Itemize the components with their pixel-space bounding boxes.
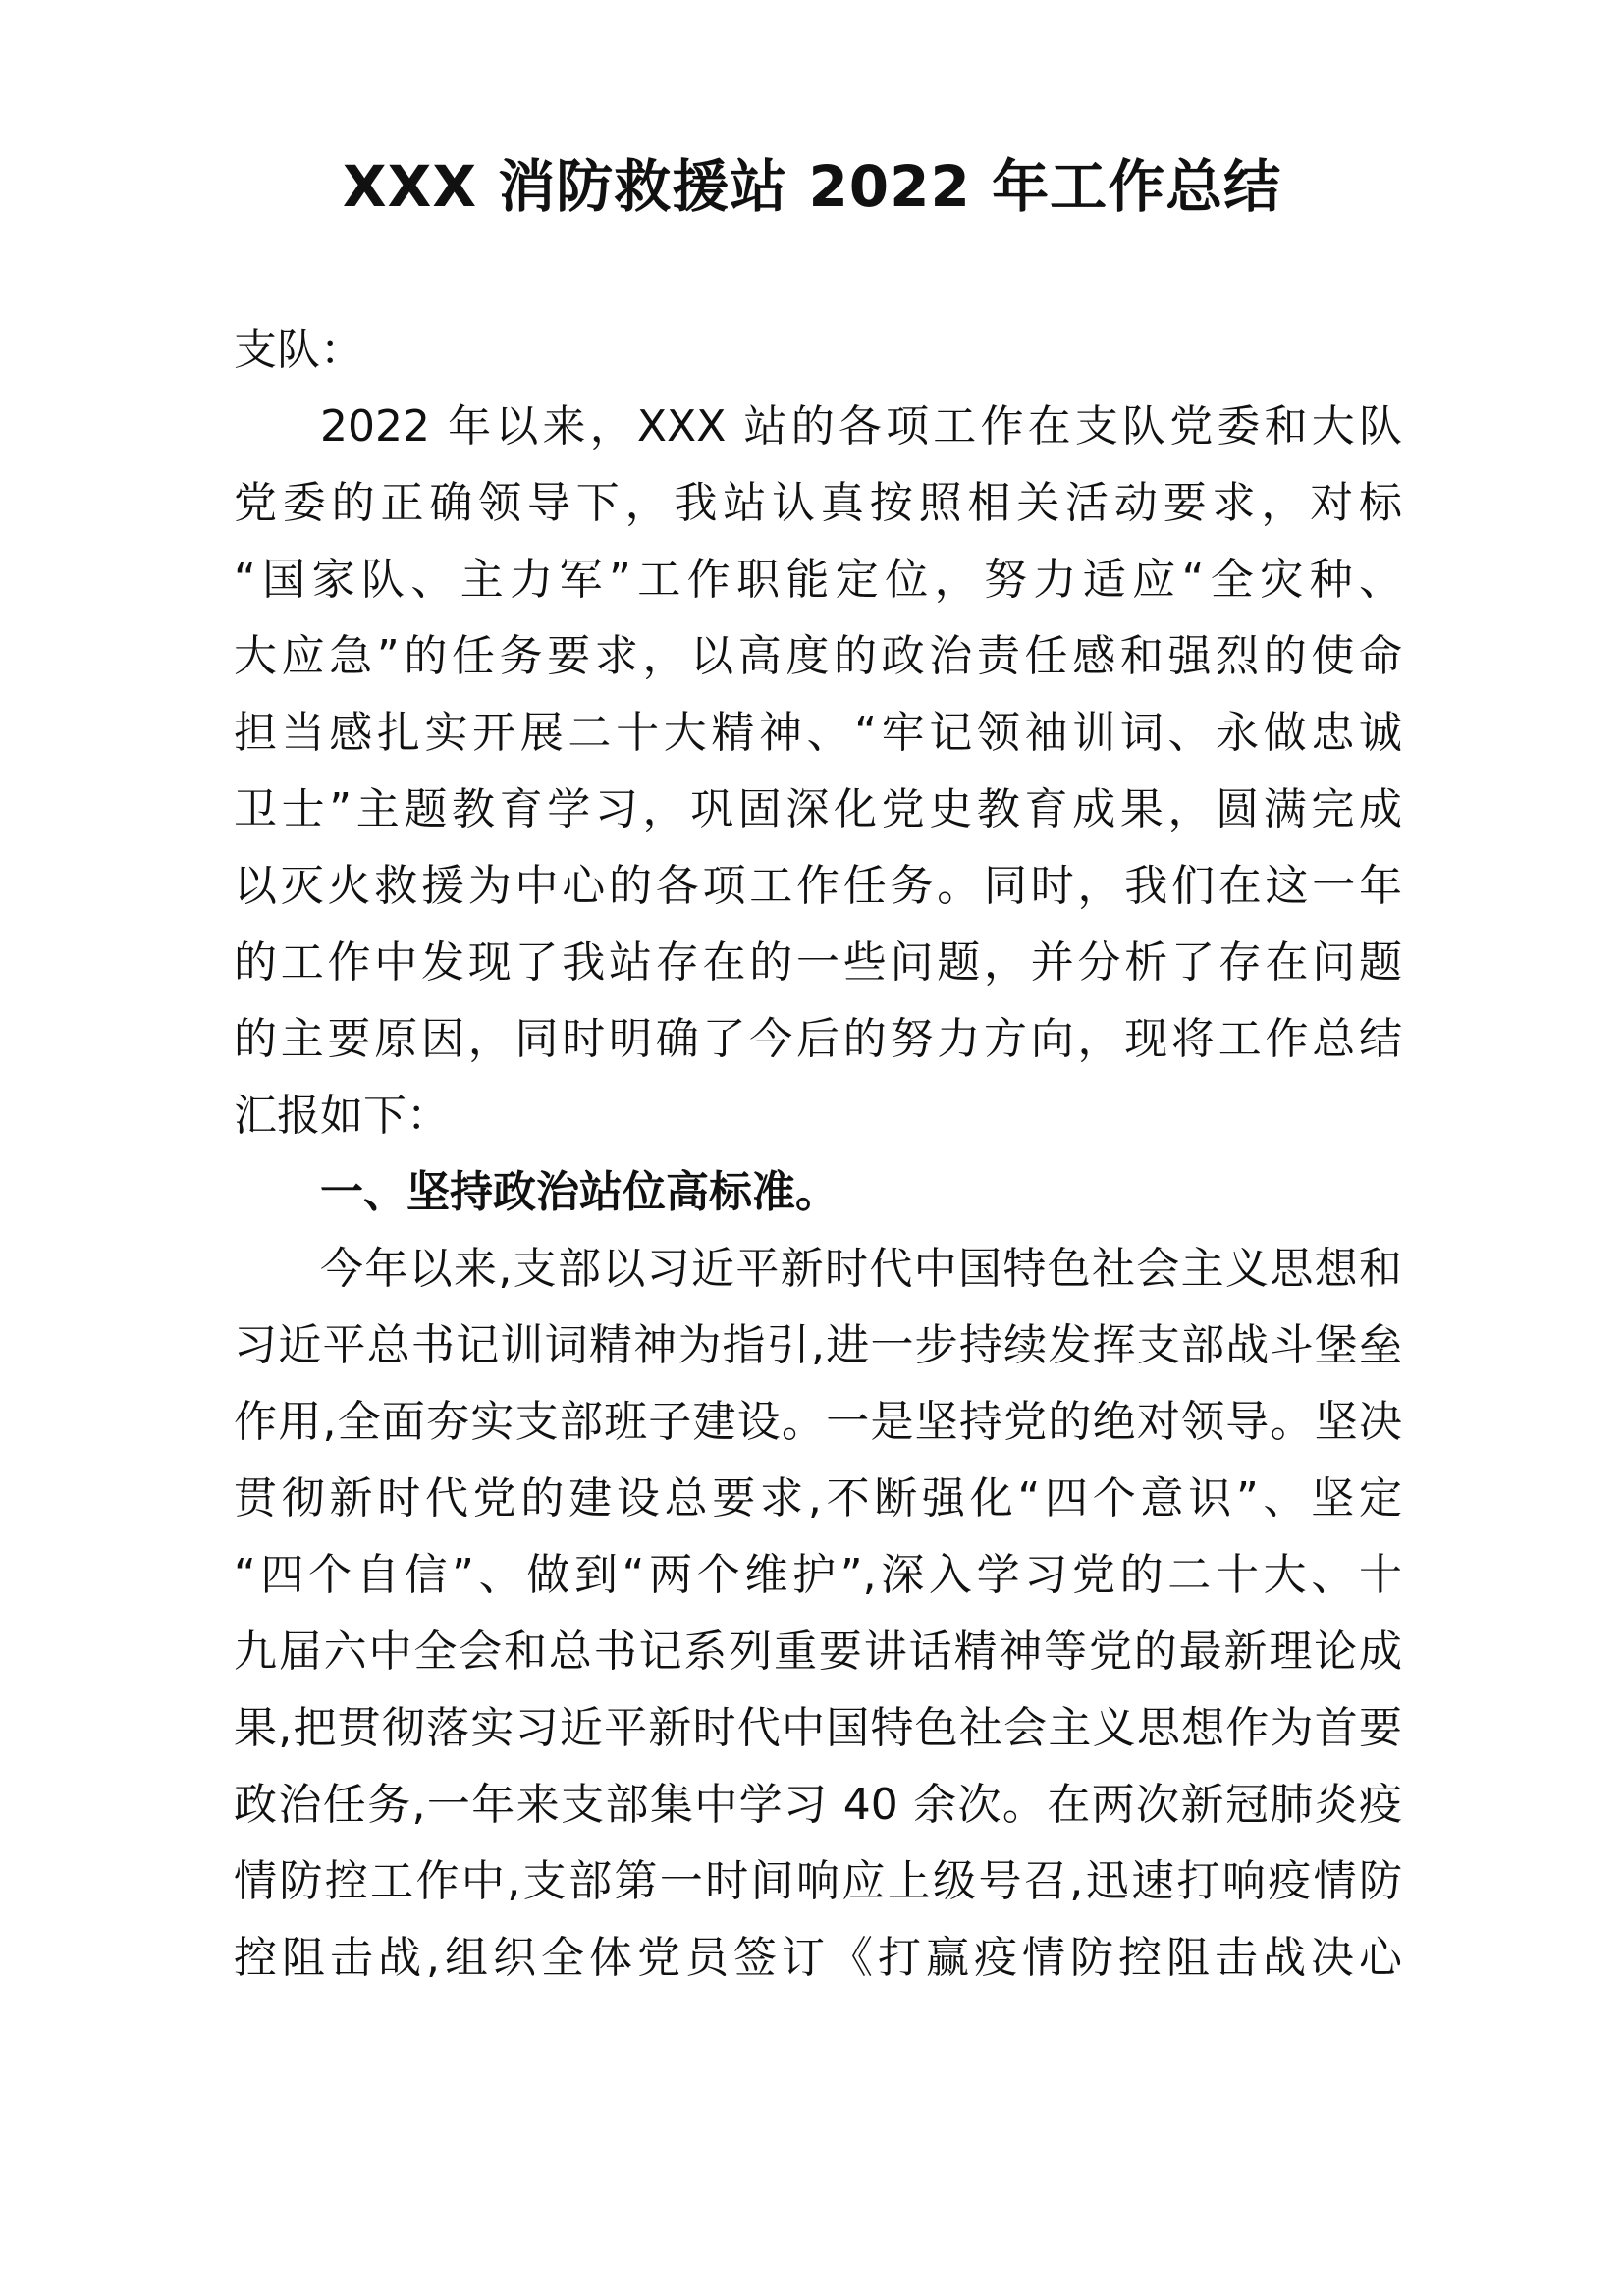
body-line: 控阻击战,组织全体党员签订《打赢疫情防控阻击战决心 — [234, 1933, 1402, 1983]
body-line: 2022 年以来，XXX 站的各项工作在支队党委和大队 — [320, 401, 1402, 452]
document-body — [234, 312, 1402, 1997]
body-line: 党委的正确领导下，我站认真按照相关活动要求，对标 — [234, 478, 1402, 528]
body-line: 以灭火救援为中心的各项工作任务。同时，我们在这一年 — [234, 861, 1402, 911]
body-line: 九届六中全会和总书记系列重要讲话精神等党的最新理论成 — [234, 1627, 1402, 1677]
body-line: 的工作中发现了我站存在的一些问题，并分析了存在问题 — [234, 937, 1402, 988]
body-line: 汇报如下： — [234, 1091, 450, 1141]
paragraph-lines — [234, 389, 1402, 1997]
salutation: 支队： — [234, 325, 363, 375]
document-title: XXX 消防救援站 2022 年工作总结 — [342, 153, 1282, 220]
body-line: 情防控工作中,支部第一时间响应上级号召,迅速打响疫情防 — [234, 1856, 1402, 1906]
body-line: 担当感扎实开展二十大精神、“牢记领袖训词、永做忠诚 — [234, 708, 1402, 758]
body-line: 习近平总书记训词精神为指引,进一步持续发挥支部战斗堡垒 — [234, 1320, 1402, 1370]
body-line: 作用,全面夯实支部班子建设。一是坚持党的绝对领导。坚决 — [234, 1397, 1402, 1447]
body-line: 卫士”主题教育学习，巩固深化党史教育成果，圆满完成 — [234, 784, 1402, 834]
body-line: 贯彻新时代党的建设总要求,不断强化“四个意识”、坚定 — [234, 1473, 1402, 1523]
body-line: 果,把贯彻落实习近平新时代中国特色社会主义思想作为首要 — [234, 1703, 1402, 1753]
body-line: 的主要原因，同时明确了今后的努力方向，现将工作总结 — [234, 1014, 1402, 1064]
body-line: 政治任务,一年来支部集中学习 40 余次。在两次新冠肺炎疫 — [234, 1780, 1402, 1830]
body-line: “国家队、主力军”工作职能定位，努力适应“全灾种、 — [234, 555, 1402, 605]
body-line: 今年以来,支部以习近平新时代中国特色社会主义思想和 — [320, 1244, 1402, 1294]
body-line: “四个自信”、做到“两个维护”,深入学习党的二十大、十 — [234, 1550, 1402, 1600]
body-line: 大应急”的任务要求，以高度的政治责任感和强烈的使命 — [234, 631, 1402, 681]
section-heading: 一、坚持政治站位高标准。 — [320, 1167, 839, 1217]
